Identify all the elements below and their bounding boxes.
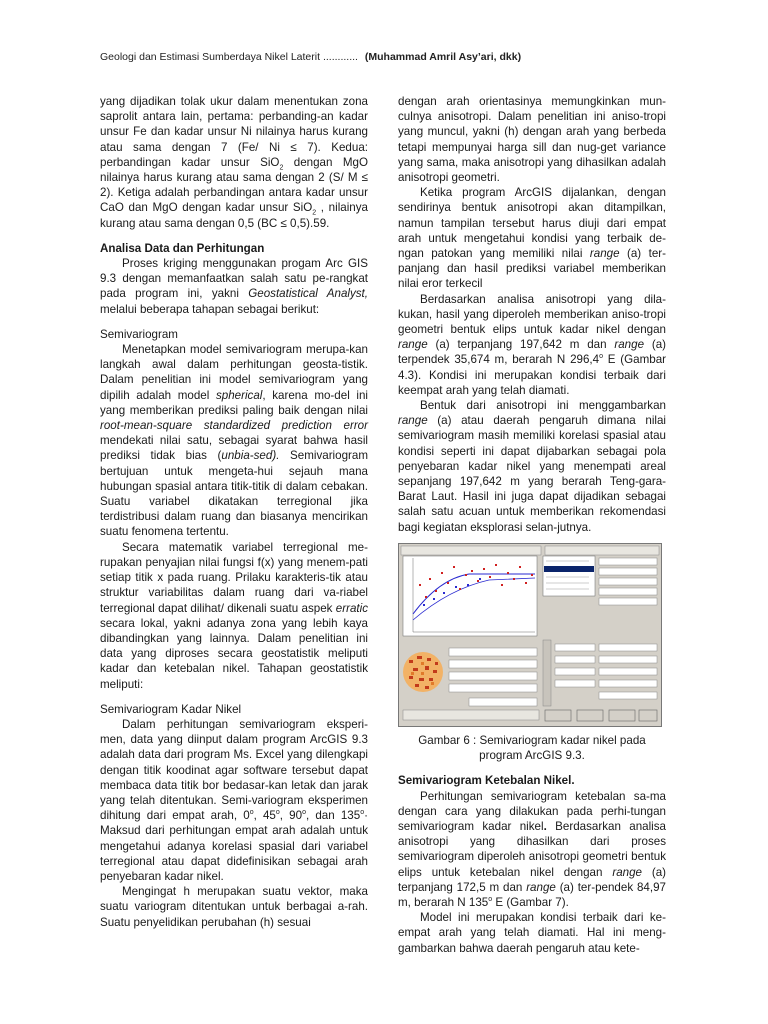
- paragraph-model-terbaik: Model ini merupakan kondisi terbaik dari ke-empat arah yang telah diamati. Hal ini meng-gambarkan bahwa daerah pengaruh atau kete-: [398, 911, 666, 955]
- semivariogram-window-graphic: [399, 544, 661, 726]
- tab-strip: [545, 546, 659, 555]
- heading-kadar-nikel: Semivariogram Kadar Nikel: [100, 702, 242, 716]
- right-column: [398, 94, 666, 956]
- paragraph-matematik: Secara matematik variabel terregional me-rupakan penyajian nilai fungsi f(x) yang menem-pati setiap titik x pada ruang. Prilaku karakteris-tik atau struktur variabilitas dalam ruang dari va-riabel terregional dapat dilihat/ dikenali suatu aspek erratic secara lokal, yakni adanya zona yang lebih kaya dibandingkan yang lainnya. Dalam penelitian ini data yang diproses secara geostatistik meliputi kadar dan ketebalan nikel. Tahapan geostatistik meliputi:: [100, 540, 368, 691]
- paragraph-saprolit: yang dijadikan tolak ukur dalam menentukan zona saprolit antara lain, pertama: perbanding-an kadar unsur Fe dan kadar unsur Ni nilainya harus kurang atau sama dengan 7 (Fe/ Ni ≤ 7). Kedua: perbandingan kadar unsur SiO$_2$ dengan MgO nilainya harus kurang atau sama dengan 2 (S/ M ≤ 2). Ketiga adalah perbandingan antara kadar unsur CaO dan MgO dengan kadar unsur SiO$_2$ , nilainya kurang atau sama dengan 0,5 (BC ≤ 0,5).59.: [100, 95, 368, 230]
- left-column: [100, 94, 368, 930]
- heading-analisa: Analisa Data dan Perhitungan: [100, 241, 265, 255]
- model-list: [543, 556, 595, 596]
- header-dots: ............: [322, 51, 358, 63]
- header-title: Geologi dan Estimasi Sumberdaya Nikel Laterit: [100, 51, 321, 63]
- figure-caption: Gambar 6 : Semivariogram kadar nikel pada program ArcGIS 9.3.: [418, 733, 646, 763]
- heading-semivariogram: Semivariogram: [100, 327, 178, 341]
- figure-arcgis-screenshot: [398, 543, 662, 727]
- paragraph-model: Menetapkan model semivariogram merupa-kan langkah awal dalam perhitungan geosta-tistik. Dalam penelitian ini model semivariogram yang dipilih adalah model spherical, karena mo-del ini yang memberikan prediksi paling baik dengan nilai root-mean-square standardized prediction error mendekati nilai satu, sebagai syarat bahwa hasil prediksi tidak bias (unbia-sed). Semivariogram bertujuan untuk mengeta-hui sejauh mana hubungan spasial antara titik-titik di dalam cebakan. Suatu variabel dikatakan terregional jika terdistribusi dalam ruang dan biasanya mencirikan suatu fenomena tertentu.: [100, 343, 369, 539]
- paragraph-hasil: Berdasarkan analisa anisotropi yang dila-kukan, hasil yang diperoleh memberikan aniso-tropi geometri bentuk elips untuk kadar nikel dengan range (a) terpanjang 197,642 m dan range (a) terpendek 35,674 m, berarah N 296,4$^o$ E (Gambar 4.3). Kondisi ini merupakan kondisi terbaik dari keempat arah yang telah diamati.: [398, 292, 667, 397]
- paragraph-arcgis: Ketika program ArcGIS dijalankan, dengan sendirinya bentuk anisotropi akan ditampilkan, namun tampilan tersebut harus diuji dari empat arah untuk mengetahui kondisi yang terbaik de-ngan patokan yang memiliki nilai range (a) ter-panjang dan hasil prediksi variabel memberikan nilai eror terkecil: [398, 186, 666, 291]
- paragraph-eksperimen: Dalam perhitungan semivariogram eksperi-men, data yang diinput dalam program ArcGIS 9.3 adalah data dari program Ms. Excel yang dilengkapi dengan titik koodinat agar software tersebut dapat membaca data titik bor bedasar-kan letak dan jarak yang telah ditentukan. Semi-variogram eksperimen dihitung dari empat arah, 0$^o$, 45$^o$, 90$^o$, dan $135^o\cdot$ Maksud dari perhitungan empat arah adalah untuk mengetahui adanya korelasi spasial dari variabel terregional atau dapat didefinisikan sebagai arah penyebaran kadar nikel.: [100, 717, 368, 883]
- paragraph-ketebalan: Perhitungan semivariogram ketebalan sa-ma dengan cara yang dilakukan pada perhi-tungan semivariogram kadar nikel. Berdasarkan analisa anisotropi yang dihasilkan dari proses semivariogram diperoleh anisotropi geometri bentuk elips untuk ketebalan nikel dengan range (a) terpanjang 172,5 m dan range (a) ter-pendek 84,97 m, berarah N 135$^o$ E (Gambar 7).: [398, 789, 667, 909]
- semivariogram-plot: [403, 556, 537, 636]
- header-authors: (Muhammad Amril Asy’ari, dkk): [364, 51, 522, 63]
- paragraph-vektor: Mengingat h merupakan suatu vektor, maka suatu variogram ditentukan untuk berbagai a-rah. Suatu penyelidikan perubahan (h) sesuai: [100, 885, 368, 929]
- paragraph-anisotropi: dengan arah orientasinya memungkinkan mun-culnya anisotropi. Dalam penelitian ini aniso-tropi yang muncul, yakni (h) dengan arah yang berbeda tetapi mempunyai harga sill dan nug-get variance yang sama, maka anisotropi yang dihasilkan adalah anisotropi geometri.: [398, 95, 666, 185]
- paragraph-bentuk: Bentuk dari anisotropi ini menggambarkan range (a) atau daerah pengaruh dimana nilai semivariogram masih memiliki korelasi spasial atau kondisi seperti ini dapat dijabarkan sebagai pola penyebaran kadar nikel yang menempati areal sepanjang 197,642 m yang berarah Teng-gara-Barat Laut. Hasil ini juga dapat dijadikan sebagai salah satu acuan untuk memberikan rekomendasi bagi kegiatan eksplorasi selan-jutnya.: [398, 399, 666, 534]
- window-titlebar: [401, 546, 541, 555]
- running-header: [100, 51, 521, 63]
- paragraph-kriging: Proses kriging menggunakan progam Arc GIS 9.3 dengan memanfaatkan salah satu pe-rangkat pada program ini, yakni Geostatistical Analyst, melalui beberapa tahapan sebagai berikut:: [100, 257, 369, 316]
- heading-ketebalan: Semivariogram Ketebalan Nikel.: [398, 774, 575, 788]
- anisotropy-surface: [403, 652, 443, 692]
